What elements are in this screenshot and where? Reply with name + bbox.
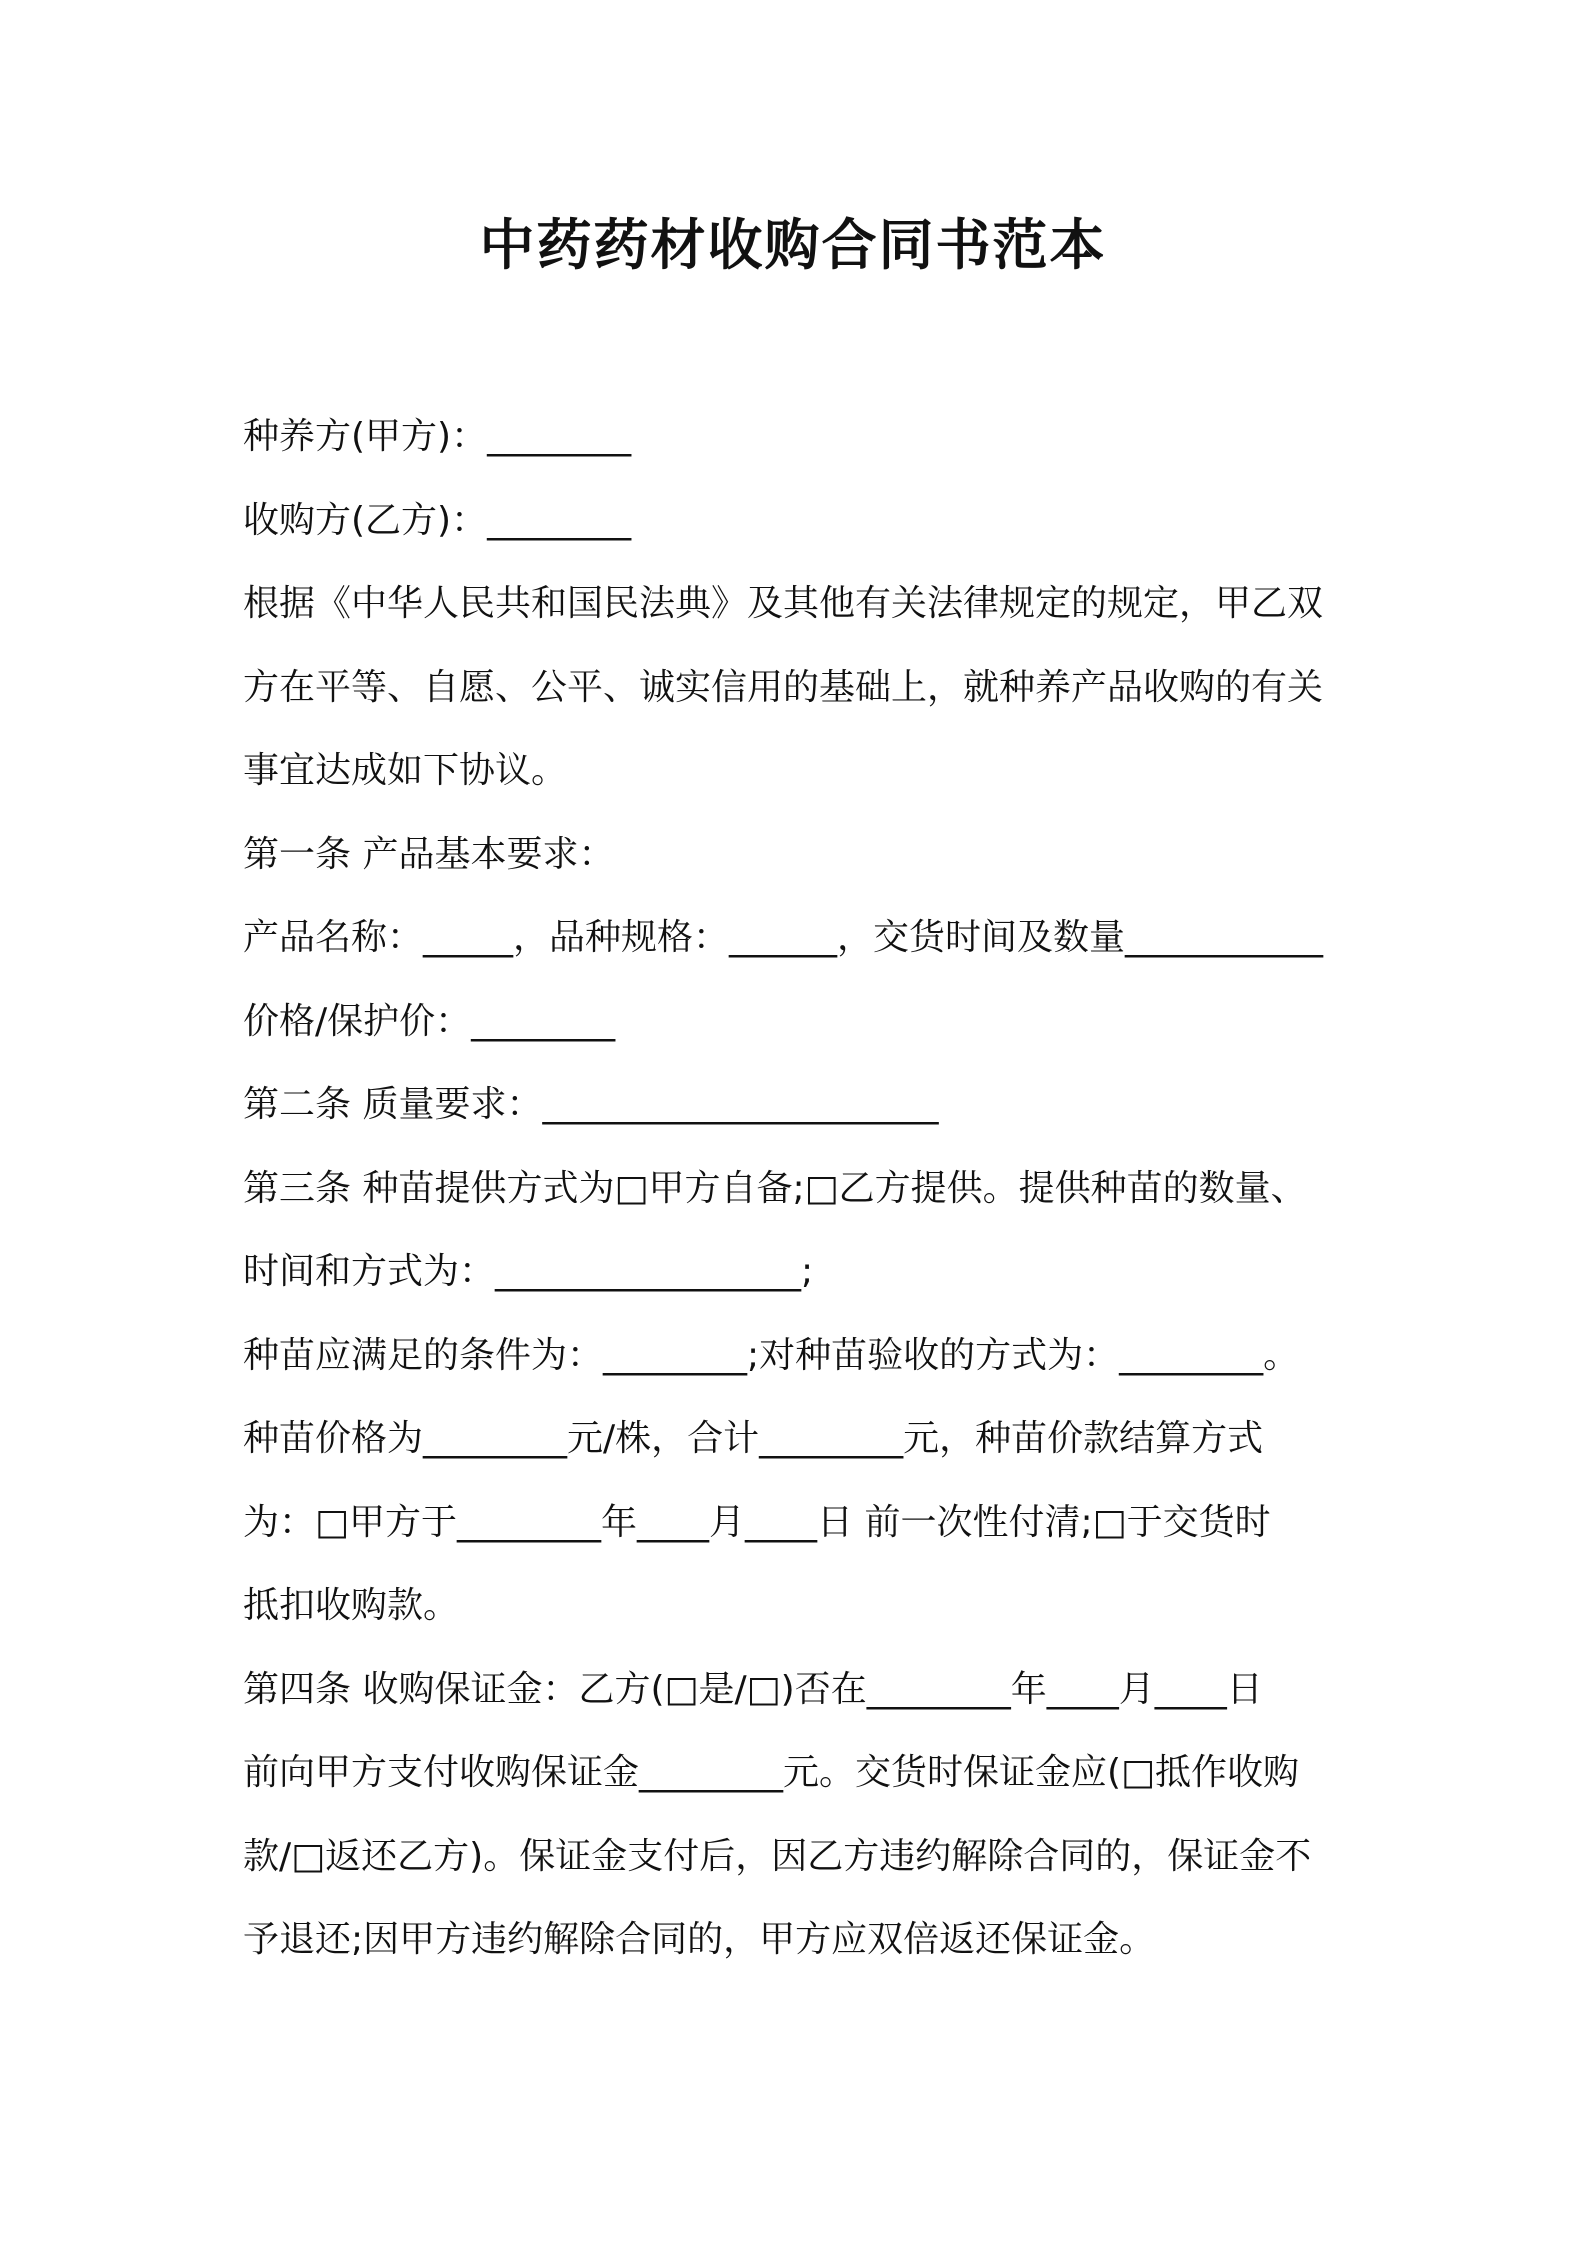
article-1-heading: 第一条 产品基本要求： <box>243 833 615 875</box>
article-3-line-2: 时间和方式为：_________________; <box>243 1251 814 1292</box>
article-3-line-6: 抵扣收购款。 <box>243 1585 460 1626</box>
article-1-product-line: 产品名称：_____，品种规格：______，交货时间及数量___________ <box>243 917 1324 958</box>
party-b-line: 收购方(乙方)：________ <box>243 499 632 541</box>
article-4-line-4: 予退还;因甲方违约解除合同的，甲方应双倍返还保证金。 <box>243 1919 1156 1960</box>
document-title: 中药药材收购合同书范本 <box>479 213 1107 277</box>
article-4-line-3: 款/□返还乙方)。保证金支付后，因乙方违约解除合同的，保证金不 <box>243 1835 1312 1877</box>
article-4-line-2: 前向甲方支付收购保证金________元。交货时保证金应(□抵作收购 <box>243 1752 1300 1793</box>
article-1-price-line: 价格/保护价：________ <box>243 1000 616 1042</box>
article-3-line-3: 种苗应满足的条件为：________;对种苗验收的方式为：________。 <box>243 1334 1300 1376</box>
party-a-line: 种养方(甲方)：________ <box>243 416 632 457</box>
article-4-line-1: 第四条 收购保证金：乙方(□是/□)否在________年____月____日 <box>243 1668 1263 1710</box>
article-3-line-4: 种苗价格为________元/株，合计________元，种苗价款结算方式 <box>243 1418 1264 1459</box>
article-2-line: 第二条 质量要求：______________________ <box>243 1084 939 1125</box>
article-3-line-5: 为：□甲方于________年____月____日 前一次性付清;□于交货时 <box>243 1501 1271 1543</box>
article-3-line-1: 第三条 种苗提供方式为□甲方自备;□乙方提供。提供种苗的数量、 <box>243 1167 1307 1209</box>
preamble-line-2: 方在平等、自愿、公平、诚实信用的基础上，就种养产品收购的有关 <box>243 666 1324 708</box>
contract-body <box>243 395 1355 1982</box>
preamble-line-1: 根据《中华人民共和国民法典》及其他有关法律规定的规定，甲乙双 <box>243 583 1324 624</box>
preamble-line-3: 事宜达成如下协议。 <box>243 750 568 791</box>
